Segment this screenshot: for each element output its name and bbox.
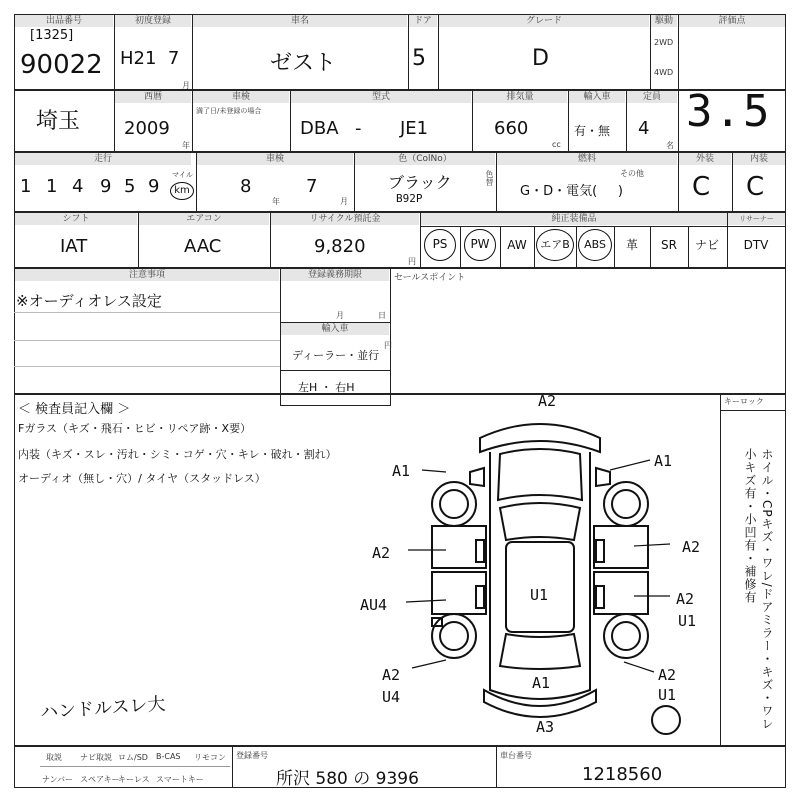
equip-pw: PW (464, 229, 496, 261)
footer-item-9: スマートキー (156, 775, 204, 784)
lot-number: 90022 (20, 50, 103, 80)
capacity-unit: 名 (666, 141, 674, 150)
fuel-other: その他 (620, 169, 644, 178)
inspection-sub: 満了日/未登録の場合 (196, 107, 262, 115)
mileage-d4: 9 (100, 176, 112, 197)
shift-value: IAT (60, 236, 88, 257)
drive-4wd: 4WD (654, 68, 674, 77)
mileage-d2: 1 (46, 176, 58, 197)
inspector-line1: Fガラス（キズ・飛石・ヒビ・リペア跡・X要） (18, 422, 252, 435)
score-value: 3.5 (686, 86, 772, 137)
equip-navi: ナビ (694, 238, 719, 252)
score-label: 評価点 (679, 15, 785, 27)
displacement-value: 660 (494, 118, 529, 139)
inspector-line3: オーディオ（無し・穴）/ タイヤ（スタッドレス） (18, 472, 266, 485)
mark-right-front: A1 (654, 452, 673, 470)
first-reg-value: H21 7 (120, 48, 180, 69)
import-value: 有・無 (574, 124, 611, 138)
handle-value: 左H ・ 右H (298, 381, 355, 394)
equip-dtv: DTV (743, 238, 769, 252)
inspector-handwritten: ハンドルスレ大 (39, 693, 167, 724)
mark-left-rear: A2 (382, 666, 401, 684)
lot-code: [1325] (30, 28, 74, 43)
equip-abs: ABS (578, 229, 612, 261)
mark-right-rear: A2 (658, 666, 677, 684)
model-value: JE1 (400, 118, 429, 139)
registration-label: 登録義務期限 (281, 269, 389, 281)
year-unit: 年 (182, 141, 190, 150)
recycle-value: 9,820 (314, 236, 366, 257)
exterior-value: C (692, 172, 711, 202)
doors-label: ドア (409, 15, 437, 27)
fuel-label: 燃料 (497, 153, 677, 165)
inspection2-year-unit: 年 (272, 197, 280, 206)
mark-center: U1 (530, 586, 549, 604)
mark-right-door-u: U1 (678, 612, 697, 630)
mark-bottom: A3 (536, 718, 555, 736)
color-side: 色替 (485, 170, 494, 186)
car-name-label: 車名 (193, 15, 407, 27)
displacement-label: 排気量 (473, 91, 567, 103)
sales-yen: 円 (384, 341, 392, 350)
inspector-line2: 内装（キズ・スレ・汚れ・シミ・コゲ・穴・キレ・破れ・割れ） (18, 448, 337, 461)
equip-aw: AW (507, 238, 527, 252)
grade-value: D (532, 46, 549, 71)
chassis-value: 1218560 (582, 764, 663, 785)
sales-points-label: セールスポイント (394, 273, 466, 283)
car-name-value: ゼスト (270, 51, 337, 76)
lot-label: 出品番号 (15, 15, 113, 27)
recycle-label: リサイクル預託金 (271, 213, 419, 225)
displacement-unit: cc (552, 140, 561, 149)
mark-right-door: A2 (676, 590, 695, 608)
first-reg-label: 初度登録 (115, 15, 191, 27)
registration-month: 月 (336, 311, 344, 320)
dealer-value: ディーラー・並行 (292, 349, 380, 362)
footer-item-5: リモコン (194, 753, 226, 762)
footer-item-1: 取説 (46, 753, 62, 762)
footer-item-6: ナンバー (42, 775, 74, 784)
footer-item-3: ロム/SD (118, 753, 148, 762)
mileage-d1: 1 (20, 176, 32, 197)
side-note: ホイル・CPキズ・ワレ/ドアミラー・キズ・ワレ 小キズ有・小凹有・補修有 (743, 448, 774, 731)
capacity-label: 定員 (627, 91, 677, 103)
drive-label: 駆動 (651, 15, 677, 27)
inspection2-year: 8 (240, 176, 252, 197)
import-label: 輸入車 (569, 91, 625, 103)
footer-item-7: スペアキー (80, 775, 120, 784)
aircon-value: AAC (184, 236, 222, 257)
color-label: 色（ColNo） (355, 153, 495, 165)
year-label: 西暦 (115, 91, 191, 103)
import-box-label: 輸入車 (281, 323, 389, 335)
equip-airbag: エアB (536, 229, 574, 261)
mileage-unit: km (170, 182, 194, 200)
mileage-d3: 4 (72, 176, 84, 197)
plate-label: 登録番号 (236, 751, 268, 760)
fuel-value: G・D・電気( ) (520, 184, 623, 199)
mileage-unit-label: マイル (172, 171, 193, 179)
shift-label: シフト (15, 213, 137, 225)
model-prefix: DBA (300, 118, 339, 139)
doors-value: 5 (412, 46, 426, 71)
model-label: 型式 (291, 91, 471, 103)
recycle-unit: 円 (408, 257, 416, 266)
first-reg-unit: 月 (182, 81, 190, 90)
registration-day: 日 (378, 311, 386, 320)
inspector-title: ＜ 検査員記入欄 ＞ (18, 402, 131, 417)
mark-left-rear-u: U4 (382, 688, 401, 706)
footer-item-2: ナビ取説 (80, 753, 112, 762)
notes-value: ※オーディオレス設定 (16, 292, 162, 310)
row5 (14, 268, 786, 394)
car-diagram (360, 390, 720, 746)
keyless-label: キーロック (724, 397, 764, 406)
interior-value: C (746, 172, 765, 202)
mark-left-mid: A2 (372, 544, 391, 562)
equipment-label: 純正装備品 (421, 213, 727, 225)
mark-right-mid: A2 (682, 538, 701, 556)
mileage-label: 走行 (15, 153, 191, 165)
capacity-value: 4 (638, 118, 650, 139)
mileage-d6: 9 (148, 176, 160, 197)
exterior-label: 外装 (679, 153, 731, 165)
footer-item-4: B-CAS (156, 752, 181, 761)
equip-leather: 革 (625, 238, 638, 252)
year-value: 2009 (124, 118, 170, 139)
mark-left-front: A1 (392, 462, 411, 480)
mark-top: A2 (538, 392, 557, 410)
chassis-label: 車台番号 (500, 751, 532, 760)
mileage-d5: 5 (124, 176, 136, 197)
equip-ps: PS (424, 229, 456, 261)
color-code: B92P (396, 192, 423, 205)
region-value: 埼玉 (36, 109, 81, 134)
interior-label: 内装 (733, 153, 785, 165)
plate-value: 所沢 580 の 9396 (276, 769, 419, 789)
color-value: ブラック (388, 173, 452, 192)
grade-label: グレード (439, 15, 649, 27)
inspection2-month: 7 (306, 176, 318, 197)
model-dash: - (355, 118, 362, 139)
mark-left-door: AU4 (360, 596, 388, 614)
drive-2wd: 2WD (654, 38, 674, 47)
inspection2-month-unit: 月 (340, 197, 348, 206)
notes-label: 注意事項 (15, 269, 279, 281)
equip-sr: SR (661, 238, 677, 252)
inspection-label: 車検 (193, 91, 289, 103)
mark-right-rear-u: U1 (658, 686, 677, 704)
footer-item-8: キーレス (118, 775, 150, 784)
inspection2-label: 車検 (197, 153, 353, 165)
equipment-extra: リサーナー (728, 213, 785, 225)
aircon-label: エアコン (139, 213, 269, 225)
mark-rear-center: A1 (532, 674, 551, 692)
